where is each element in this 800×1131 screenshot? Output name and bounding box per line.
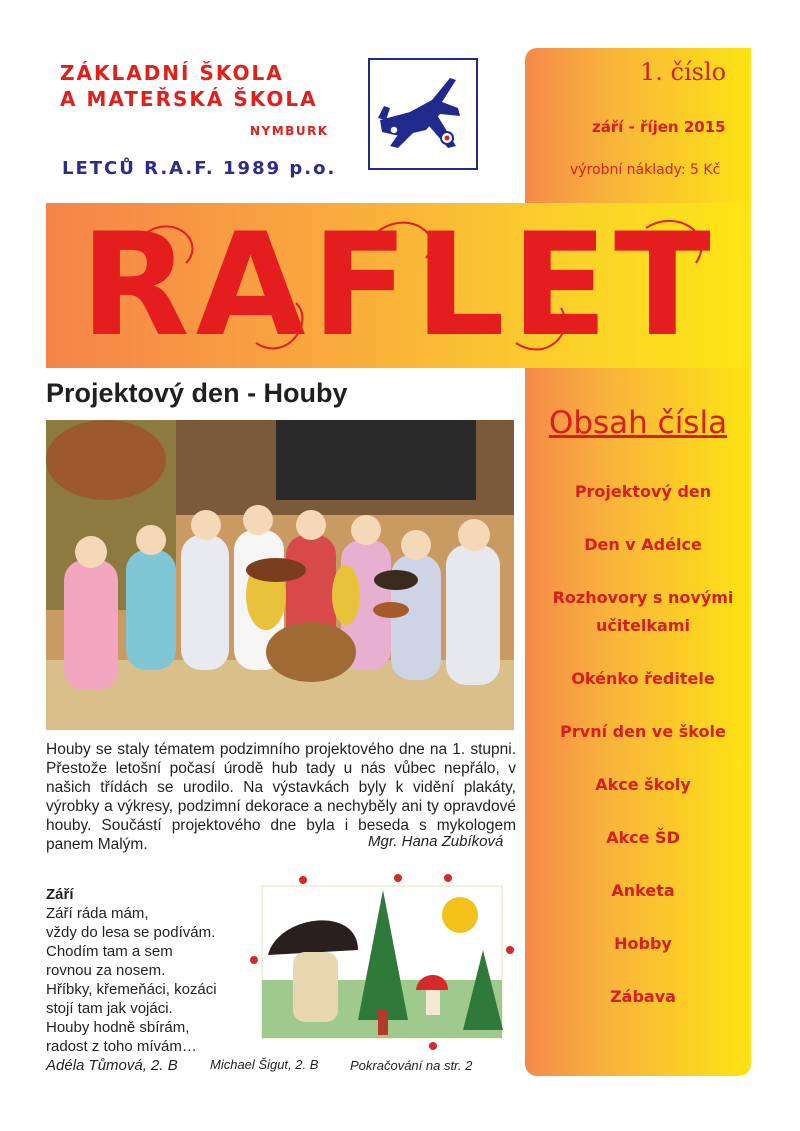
contents-item: Projektový den: [574, 482, 712, 501]
child-drawing: [248, 870, 516, 1052]
poem-line: Houby hodně sbírám,: [46, 1019, 190, 1036]
contents-item: Akce školy: [595, 775, 691, 794]
issue-date: září - říjen 2015: [592, 118, 726, 136]
contents-list: [538, 478, 748, 1036]
masthead-title: RAFLET: [80, 202, 717, 368]
contents-item: Okénko ředitele: [571, 669, 715, 688]
poem-line: Září ráda mám,: [46, 905, 149, 922]
forest-mushroom-drawing-icon: [248, 870, 516, 1052]
school-line-2: A MATEŘSKÁ ŠKOLA: [60, 87, 318, 111]
article-photo: [46, 420, 514, 730]
poem-title: Září: [46, 886, 74, 903]
issue-number: 1. číslo: [640, 58, 727, 86]
poem-line: radost z toho mívám…: [46, 1038, 197, 1055]
poem-author: Adéla Tůmová, 2. B: [46, 1057, 178, 1074]
poem: [46, 885, 246, 1075]
masthead-banner: [46, 203, 751, 368]
poem-line: vždy do lesa se podívám.: [46, 924, 216, 941]
school-city: NYMBURK: [250, 124, 329, 138]
contents-item: Rozhovory s novými učitelkami: [552, 588, 734, 635]
contents-item: Zábava: [610, 987, 676, 1006]
poem-line: stojí tam jak vojáci.: [46, 1000, 173, 1017]
article-body: Houby se staly tématem podzimního projektového dne na 1. stupni. Přestože letošní počasí úrodě hub tady u nás vůbec nepřálo, v našich třídách se urodilo. Na výstavkách byly k vidění plakáty, výrobky a výkresy, podzimní dekorace a nechyběly ani ty opravdové houby. Součástí projektového dne byla i beseda s mykologem panem Malým.: [46, 741, 516, 853]
school-line-1: ZÁKLADNÍ ŠKOLA: [60, 61, 284, 85]
contents-item: Den v Adélce: [584, 535, 702, 554]
production-cost: výrobní náklady: 5 Kč: [570, 162, 721, 178]
poem-line: Hříbky, křemeňáci, kozáci: [46, 981, 217, 998]
continued-note: Pokračování na str. 2: [350, 1058, 473, 1073]
article-author: Mgr. Hana Zubíková: [368, 833, 504, 850]
school-header: [60, 60, 360, 112]
poem-line: rovnou za nosem.: [46, 962, 166, 979]
contents-title: Obsah čísla: [548, 405, 728, 441]
school-name: LETCŮ R.A.F. 1989 p.o.: [62, 158, 337, 179]
contents-item: Hobby: [614, 934, 672, 953]
contents-item: První den ve škole: [560, 722, 726, 741]
drawing-caption: Michael Šigut, 2. B: [210, 1057, 319, 1072]
flourish-decoration: [46, 203, 751, 368]
children-with-mushrooms-photo: [46, 420, 514, 730]
airplane-icon: [370, 60, 476, 168]
contents-item: Anketa: [611, 881, 675, 900]
contents-item: Akce ŠD: [606, 828, 680, 847]
poem-line: Chodím tam a sem: [46, 943, 173, 960]
article-headline: Projektový den - Houby: [46, 378, 348, 408]
school-logo: [368, 58, 478, 170]
